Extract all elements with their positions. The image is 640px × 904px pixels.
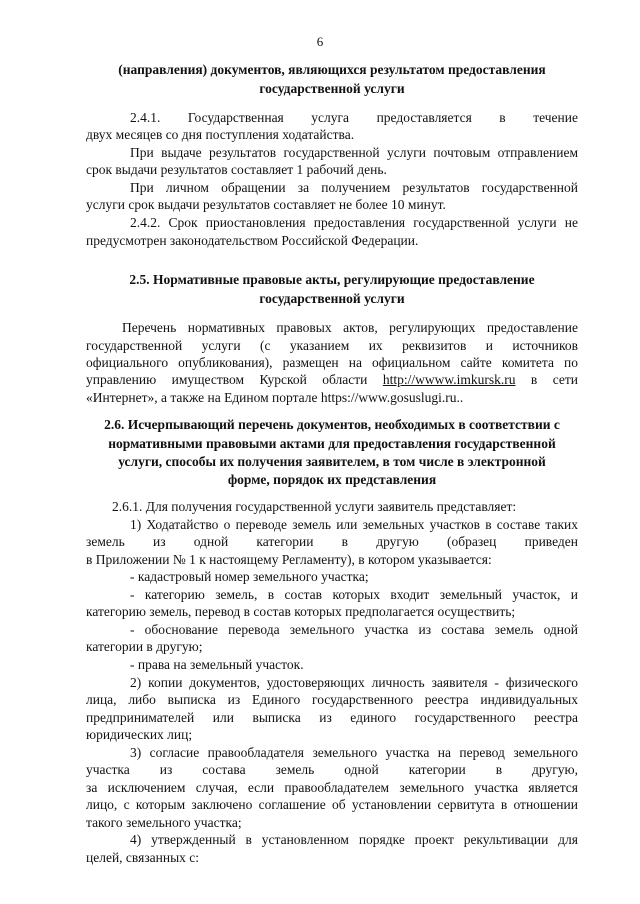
list-item: - обоснование перевода земельного участка из состава земель одной bbox=[130, 622, 578, 637]
paragraph-line: срок выдачи результатов составляет 1 рабочий день. bbox=[86, 162, 387, 177]
website-link[interactable]: http://wwww.imkursk.ru bbox=[382, 372, 516, 387]
paragraph-line: Перечень нормативных правовых актов, регулирующих предоставление bbox=[122, 320, 578, 335]
section-2-6-heading-line-1: 2.6. Исчерпывающий перечень документов, необходимых в соответствии с bbox=[104, 417, 560, 432]
section-2-6-heading-line-3: услуги, способы их получения заявителем, в том числе в электронной bbox=[118, 454, 546, 469]
paragraph-line: предпринимателей или выписка из единого государственного реестра bbox=[86, 710, 578, 725]
paragraph-line: При личном обращении за получением результатов государственной bbox=[130, 180, 578, 195]
paragraph-line: 3) согласие правообладателя земельного участка на перевод земельного bbox=[130, 745, 578, 760]
paragraph-line: целей, связанных с: bbox=[86, 850, 200, 865]
section-2-4-heading-line-2: государственной услуги bbox=[259, 81, 405, 96]
paragraph-line: 1) Ходатайство о переводе земель или земельных участков в составе таких bbox=[130, 517, 578, 532]
paragraph-line: услуги срок выдачи результатов составляет не более 10 минут. bbox=[86, 197, 446, 212]
list-item: - категорию земель, в состав которых входит земельный участок, и bbox=[130, 587, 578, 602]
paragraph-line: лицо, с которым заключено соглашение об установлении сервитута в отношении bbox=[86, 797, 578, 812]
paragraph-line: за исключением случая, если правообладателем земельного участка является bbox=[86, 780, 578, 795]
paragraph-text: в сети bbox=[515, 372, 578, 387]
paragraph-line: 2.4.2. Срок приостановления предоставления государственной услуги не bbox=[130, 215, 578, 230]
paragraph-line: При выдаче результатов государственной услуги почтовым отправлением bbox=[130, 145, 578, 160]
paragraph-line: «Интернет», а также на Едином портале https://www.gosuslugi.ru.. bbox=[86, 390, 464, 405]
section-2-4-heading-line-1: (направления) документов, являющихся результатом предоставления bbox=[118, 62, 546, 77]
section-2-5-heading-line-1: 2.5. Нормативные правовые акты, регулирующие предоставление bbox=[129, 272, 535, 287]
paragraph-line: лица, либо выписка из Единого государственного реестра индивидуальных bbox=[86, 692, 578, 707]
page-number: 6 bbox=[316, 34, 324, 49]
list-item: - кадастровый номер земельного участка; bbox=[130, 569, 369, 584]
paragraph-line: такого земельного участка; bbox=[86, 815, 242, 830]
paragraph-line: 4) утвержденный в установленном порядке проект рекультивации для bbox=[130, 832, 578, 847]
list-item: - права на земельный участок. bbox=[130, 657, 304, 672]
paragraph-text: управлению имуществом Курской области bbox=[86, 372, 383, 387]
section-2-6-heading-line-4: форме, порядок их представления bbox=[227, 472, 437, 487]
paragraph-line: земель из одной категории в другую (образец приведен bbox=[86, 534, 578, 549]
paragraph-line: категорию земель, перевод в состав которых предполагается осуществить; bbox=[86, 604, 516, 619]
section-2-6-heading-line-2: нормативными правовыми актами для предоставления государственной bbox=[108, 436, 556, 451]
paragraph-line: категории в другую; bbox=[86, 639, 203, 654]
paragraph-line: предусмотрен законодательством Российской Федерации. bbox=[86, 233, 419, 248]
paragraph-line-with-link bbox=[86, 370, 578, 389]
paragraph-line: в Приложении № 1 к настоящему Регламенту), в котором указывается: bbox=[86, 552, 492, 567]
paragraph-line: официального опубликования), размещен на официальном сайте комитета по bbox=[86, 355, 578, 370]
paragraph-line: юридических лиц; bbox=[86, 727, 193, 742]
paragraph-line: участка из состава земель одной категории в другую, bbox=[86, 762, 578, 777]
paragraph-line: 2.4.1. Государственная услуга предоставляется в течение bbox=[130, 110, 578, 125]
paragraph-line: двух месяцев со дня поступления ходатайства. bbox=[86, 127, 355, 142]
paragraph-line: 2) копии документов, удостоверяющих личность заявителя - физического bbox=[130, 675, 578, 690]
paragraph-line: 2.6.1. Для получения государственной услуги заявитель представляет: bbox=[112, 499, 517, 514]
paragraph-line: государственной услуги (с указанием их реквизитов и источников bbox=[86, 338, 578, 353]
section-2-5-heading-line-2: государственной услуги bbox=[259, 291, 405, 306]
